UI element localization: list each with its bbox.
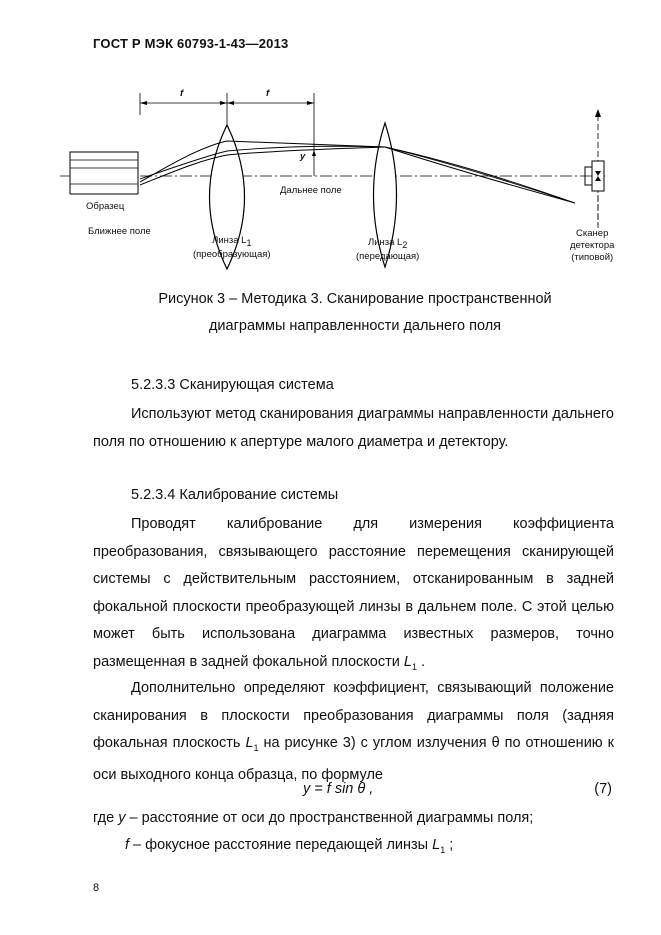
paragraph [93,675,614,790]
document-header: ГОСТ Р МЭК 60793-1-43—2013 [93,36,289,51]
paragraph-text-2: на рисунке 3) с углом излучения θ по отношению к оси выходного конца образца, по формуле [93,735,614,784]
paragraph-text: Дополнительно определяют коэффициент, связывающий положение сканирования в плоскости преобразования диаграммы поля (задняя фокальная плоскость [93,680,614,751]
lens-l1-sub: 1 [246,237,252,248]
label-far-field: Дальнее поле [280,185,342,196]
arrowhead [140,101,147,105]
section-body-5233 [93,401,614,456]
where-prefix: где [93,810,119,826]
label-f-right: f [266,88,270,99]
arrowhead [312,150,316,156]
where-f [125,837,453,855]
formula-expression: y = f sin θ , [303,781,374,797]
scanner-line2: детектора [570,240,615,251]
symbol-sub: 1 [411,661,417,672]
ray [140,146,575,203]
caption-line1: Рисунок 3 – Методика 3. Сканирование пространственной [158,291,552,307]
symbol-L: L [403,653,412,670]
ray [140,141,575,203]
where-f-end: ; [445,837,454,853]
paragraph [93,511,614,681]
paragraph-formula-intro [93,675,614,790]
label-scanner [570,228,614,264]
lens-l2-name: Линза L [367,237,403,248]
formula-number: (7) [594,781,612,797]
where-f-text: – фокусное расстояние передающей линзы [129,837,433,853]
label-sample: Образец [86,201,125,212]
label-lens-l1 [193,235,271,261]
label-near-field: Ближнее поле [88,226,151,237]
sample-fiber [70,152,138,194]
symbol-L: L [245,735,254,751]
section-heading-5234: 5.2.3.4 Калибрование системы [131,487,339,503]
page-number: 8 [93,882,100,894]
arrowhead [227,101,234,105]
lens-l2-sub: 2 [402,239,408,250]
formula-7 [93,781,614,801]
arrowhead [220,101,227,105]
lens-l1-role: (преобразующая) [193,248,271,260]
where-y [93,810,533,826]
where-y-text: – расстояние от оси до пространственной диаграммы поля; [125,810,534,826]
var-f: f [125,837,130,853]
symbol-L: L [432,837,441,853]
section-heading-5233: 5.2.3.3 Сканирующая система [131,377,334,393]
lens-l1-name: Линза L [212,235,247,246]
label-y: y [300,151,306,162]
symbol-sub: 1 [440,844,446,855]
scanner-line3: (типовой) [571,252,614,263]
paragraph-end: . [416,653,426,670]
figure-caption [95,286,615,340]
var-y: y [118,810,126,826]
scanner-line1: Сканер [576,228,609,239]
arrowhead [595,109,601,117]
symbol-sub: 1 [253,742,259,753]
label-f-left: f [180,88,184,99]
arrowhead [307,101,314,105]
caption-line2: диаграммы направленности дальнего поля [208,318,502,334]
lens-l2-role: (передающая) [356,250,420,262]
section-body-5234 [93,511,614,681]
paragraph: Используют метод сканирования диаграммы направленности дальнего поля по отношению к апертуре малого диаметра и детектору. [93,406,614,450]
paragraph-text: Проводят калибрование для измерения коэффициента преобразования, связывающего расстояние перемещения сканирующей системы с действительным расстоянием, отсканированным в задней фокальной плоскости преобразующей линзы в дальнем поле. С этой целью может быть использована диаграмма известных размеров, точно размещенная в задней фокальной плоскости [93,516,614,670]
label-lens-l2 [356,237,419,263]
